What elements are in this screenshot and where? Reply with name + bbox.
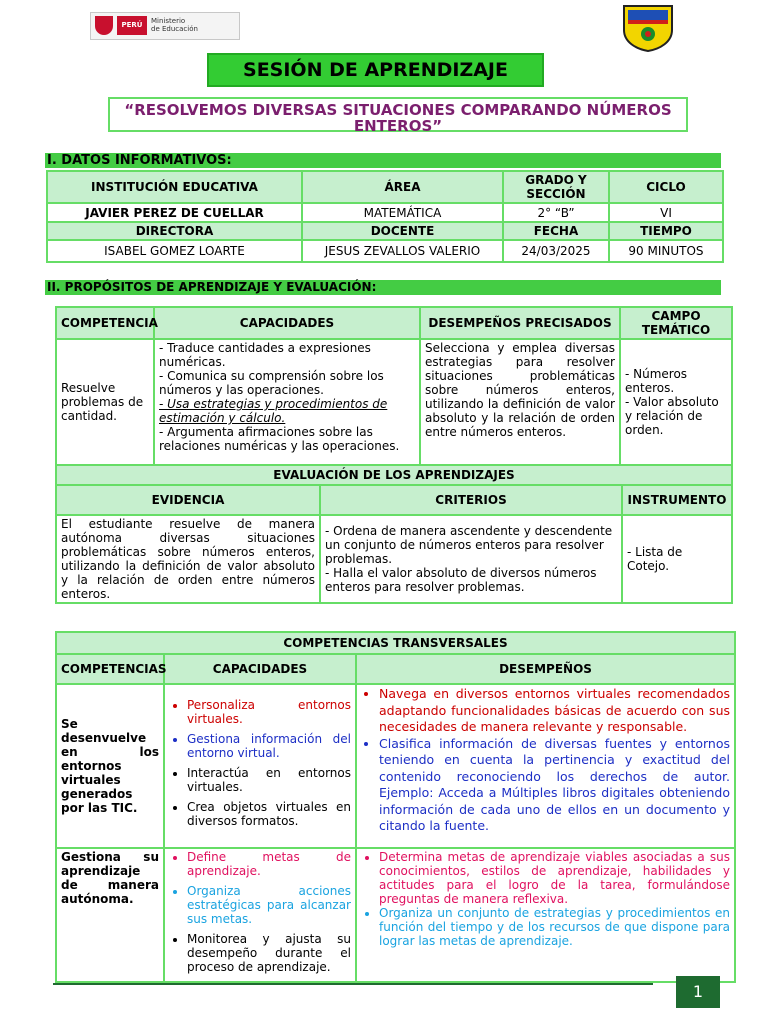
section-heading-propositos: II. PROPÓSITOS DE APRENDIZAJE Y EVALUACIÓN:	[45, 280, 721, 295]
header-tiempo: TIEMPO	[609, 222, 723, 240]
section-heading-datos: I. DATOS INFORMATIVOS:	[45, 153, 721, 168]
peru-shield-icon	[95, 16, 113, 35]
capacidad-item: • Personaliza entornos virtuales.	[187, 698, 351, 726]
transversales-container	[55, 631, 734, 974]
capacidad-item: - Usa estrategias y procedimientos de estimación y cálculo.	[159, 397, 388, 425]
capacidad-item: - Traduce cantidades a expresiones numéricas.	[159, 341, 371, 369]
datos-table	[46, 170, 724, 263]
cell-docente: JESUS ZEVALLOS VALERIO	[302, 240, 503, 262]
cell-criterios	[320, 515, 622, 603]
header-instrumento: INSTRUMENTO	[622, 485, 732, 515]
desempeno-item: • Clasifica información de diversas fuentes y entornos teniendo en cuenta la pertinencia y exactitud del contenido reconociendo los derechos de autor. Ejemplo: Acceda a Múltiples libros digitales obteniendo información de cada uno de ellos en un documento y citando la fuente.	[379, 736, 730, 835]
cell-evidencia: El estudiante resuelve de manera autónoma diversas situaciones problemáticas sobre números enteros, utilizando la definición de valor absoluto y la relación de orden entre números enteros.	[56, 515, 320, 603]
header-desempenos: DESEMPEÑOS PRECISADOS	[420, 307, 620, 339]
criterio-item: - Halla el valor absoluto de diversos números enteros para resolver problemas.	[325, 566, 597, 594]
transversales-table	[55, 631, 736, 983]
ministry-logo	[90, 12, 240, 40]
criterio-item: - Ordena de manera ascendente y descendente un conjunto de números enteros para resolver problemas.	[325, 524, 613, 566]
cell-competencia: Resuelve problemas de cantidad.	[56, 339, 154, 465]
page-number: 1	[676, 976, 720, 1008]
evaluacion-title: EVALUACIÓN DE LOS APRENDIZAJES	[56, 465, 732, 485]
header-campo: CAMPO TEMÁTICO	[620, 307, 732, 339]
evaluacion-table	[55, 464, 733, 604]
header-grado: GRADO Y SECCIÓN	[503, 171, 609, 203]
header-t-capacidades: CAPACIDADES	[164, 654, 356, 684]
capacidad-item: - Argumenta afirmaciones sobre las relaciones numéricas y las operaciones.	[159, 425, 400, 453]
cell-area: MATEMÁTICA	[302, 203, 503, 222]
ministry-name: Ministerio de Educación	[151, 17, 198, 33]
campo-item: - Valor absoluto y relación de orden.	[625, 395, 719, 437]
peru-label: PERÚ	[117, 16, 147, 35]
header-ciclo: CICLO	[609, 171, 723, 203]
cell-desempenos-tic	[356, 684, 735, 848]
header-criterios: CRITERIOS	[320, 485, 622, 515]
header-institucion: INSTITUCIÓN EDUCATIVA	[47, 171, 302, 203]
propositos-table	[55, 306, 733, 466]
cell-competencia-autonoma: Gestiona su aprendizaje de manera autónoma.	[56, 848, 164, 982]
cell-desempenos: Selecciona y emplea diversas estrategias para resolver situaciones problemáticas sobre números enteros, utilizando la definición de valor absoluto y la relación de orden entre números enteros.	[420, 339, 620, 465]
capacidad-item: • Define metas de aprendizaje.	[187, 850, 351, 878]
capacidad-item: • Organiza acciones estratégicas para alcanzar sus metas.	[187, 884, 351, 926]
transversales-title: COMPETENCIAS TRANSVERSALES	[56, 632, 735, 654]
cell-campo	[620, 339, 732, 465]
capacidad-item: • Gestiona información del entorno virtual.	[187, 732, 351, 760]
desempeno-item: • Navega en diversos entornos virtuales recomendados adaptando funcionalidades básicas de acuerdo con sus necesidades de manera relevante y responsable.	[379, 686, 730, 736]
cell-ciclo: VI	[609, 203, 723, 222]
school-crest-icon	[620, 4, 676, 52]
cell-grado: 2° “B”	[503, 203, 609, 222]
cell-capacidades	[154, 339, 420, 465]
cell-competencia-tic: Se desenvuelve en los entornos virtuales generados por las TIC.	[56, 684, 164, 848]
cell-capacidades-autonoma	[164, 848, 356, 982]
cell-capacidades-tic	[164, 684, 356, 848]
session-subtitle: “RESOLVEMOS DIVERSAS SITUACIONES COMPARANDO NÚMEROS ENTEROS”	[108, 97, 688, 132]
cell-fecha: 24/03/2025	[503, 240, 609, 262]
cell-desempenos-autonoma	[356, 848, 735, 982]
header-capacidades: CAPACIDADES	[154, 307, 420, 339]
capacidad-item: • Crea objetos virtuales en diversos formatos.	[187, 800, 351, 828]
capacidad-item: • Interactúa en entornos virtuales.	[187, 766, 351, 794]
page-title: SESIÓN DE APRENDIZAJE	[207, 53, 544, 87]
cell-instrumento: - Lista de Cotejo.	[622, 515, 732, 603]
header-t-desempenos: DESEMPEÑOS	[356, 654, 735, 684]
header-competencia: COMPETENCIA	[56, 307, 154, 339]
header-evidencia: EVIDENCIA	[56, 485, 320, 515]
campo-item: - Números enteros.	[625, 367, 688, 395]
header-docente: DOCENTE	[302, 222, 503, 240]
desempeno-item: • Determina metas de aprendizaje viables asociadas a sus conocimientos, estilos de aprendizaje, habilidades y actitudes para el logro de la tarea, formulándose preguntas de manera reflexiva.	[379, 850, 730, 906]
header-fecha: FECHA	[503, 222, 609, 240]
footer-divider	[53, 983, 653, 985]
header-area: ÁREA	[302, 171, 503, 203]
cell-directora: ISABEL GOMEZ LOARTE	[47, 240, 302, 262]
cell-tiempo: 90 MINUTOS	[609, 240, 723, 262]
capacidad-item: - Comunica su comprensión sobre los números y las operaciones.	[159, 369, 384, 397]
capacidad-item: • Monitorea y ajusta su desempeño durante el proceso de aprendizaje.	[187, 932, 351, 974]
desempeno-item: • Organiza un conjunto de estrategias y procedimientos en función del tiempo y de los recursos de que dispone para lograr las metas de aprendizaje.	[379, 906, 730, 948]
cell-institucion: JAVIER PEREZ DE CUELLAR	[47, 203, 302, 222]
header-directora: DIRECTORA	[47, 222, 302, 240]
header-competencias: COMPETENCIAS	[56, 654, 164, 684]
